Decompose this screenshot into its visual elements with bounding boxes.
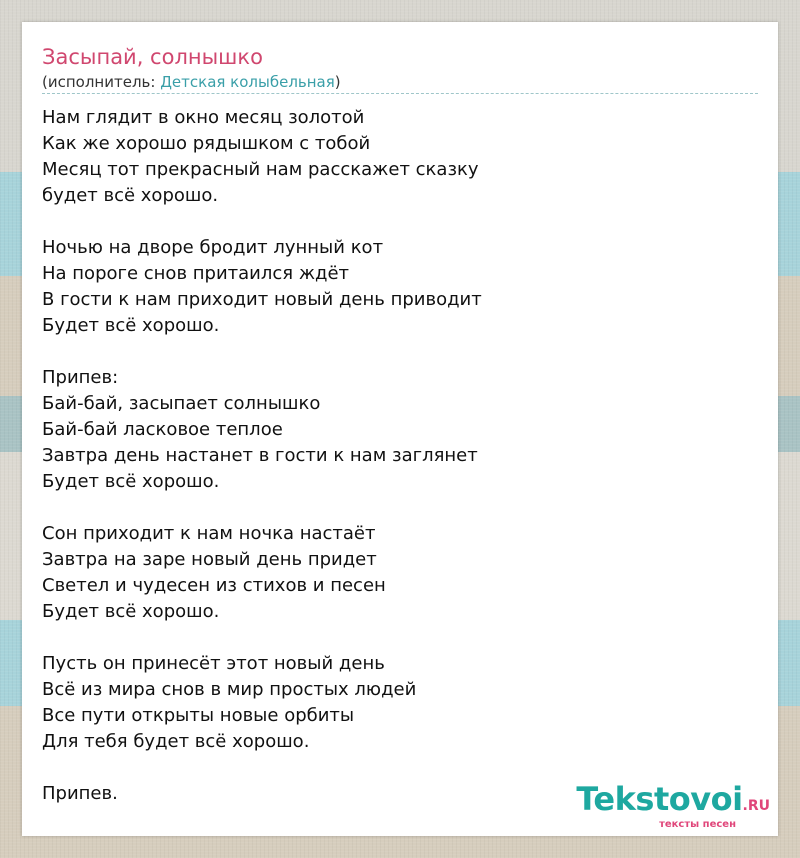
chorus-stanza xyxy=(42,365,742,495)
chorus-reference-line: Припев. xyxy=(42,783,118,804)
logo-wordmark xyxy=(576,782,770,823)
artist-line xyxy=(42,73,341,91)
artist-link[interactable]: Детская колыбельная xyxy=(160,73,335,91)
lyrics-body xyxy=(42,105,742,833)
lyric-line: Будет всё хорошо. xyxy=(42,601,220,622)
lyrics-card xyxy=(22,22,778,836)
lyric-line: Завтра на заре новый день придет xyxy=(42,549,377,570)
artist-prefix: (исполнитель: xyxy=(42,73,161,91)
lyric-line: Светел и чудесен из стихов и песен xyxy=(42,575,386,596)
lyric-line: Будет всё хорошо. xyxy=(42,471,220,492)
lyric-line: Завтра день настанет в гости к нам заглянет xyxy=(42,445,478,466)
lyric-line: Пусть он принесёт этот новый день xyxy=(42,653,385,674)
lyric-line: Нам глядит в окно месяц золотой xyxy=(42,107,365,128)
lyric-line: будет всё хорошо. xyxy=(42,185,219,206)
artist-suffix: ) xyxy=(334,73,341,91)
stanza xyxy=(42,235,742,339)
lyric-line: На пороге снов притаился ждёт xyxy=(42,263,350,284)
stanza xyxy=(42,105,742,209)
stanza xyxy=(42,521,742,625)
song-title: Засыпай, солнышко xyxy=(42,45,263,69)
stanza xyxy=(42,651,742,755)
lyric-line: Все пути открыты новые орбиты xyxy=(42,705,355,726)
lyric-line: В гости к нам приходит новый день приводит xyxy=(42,289,482,310)
lyric-line: Всё из мира снов в мир простых людей xyxy=(42,679,417,700)
lyric-line: Будет всё хорошо. xyxy=(42,315,220,336)
site-logo[interactable] xyxy=(576,782,770,830)
lyric-line: Бай-бай ласковое теплое xyxy=(42,419,283,440)
chorus-heading: Припев: xyxy=(42,367,119,388)
header-divider xyxy=(42,93,758,94)
logo-tagline: тексты песен xyxy=(659,819,736,830)
logo-tld: .RU xyxy=(742,798,770,814)
lyric-line: Ночью на дворе бродит лунный кот xyxy=(42,237,384,258)
logo-word: Tekstovoi xyxy=(576,780,743,818)
lyric-line: Сон приходит к нам ночка настаёт xyxy=(42,523,376,544)
lyric-line: Как же хорошо рядышком с тобой xyxy=(42,133,371,154)
lyric-line: Для тебя будет всё хорошо. xyxy=(42,731,310,752)
lyric-line: Месяц тот прекрасный нам расскажет сказку xyxy=(42,159,479,180)
lyric-line: Бай-бай, засыпает солнышко xyxy=(42,393,321,414)
